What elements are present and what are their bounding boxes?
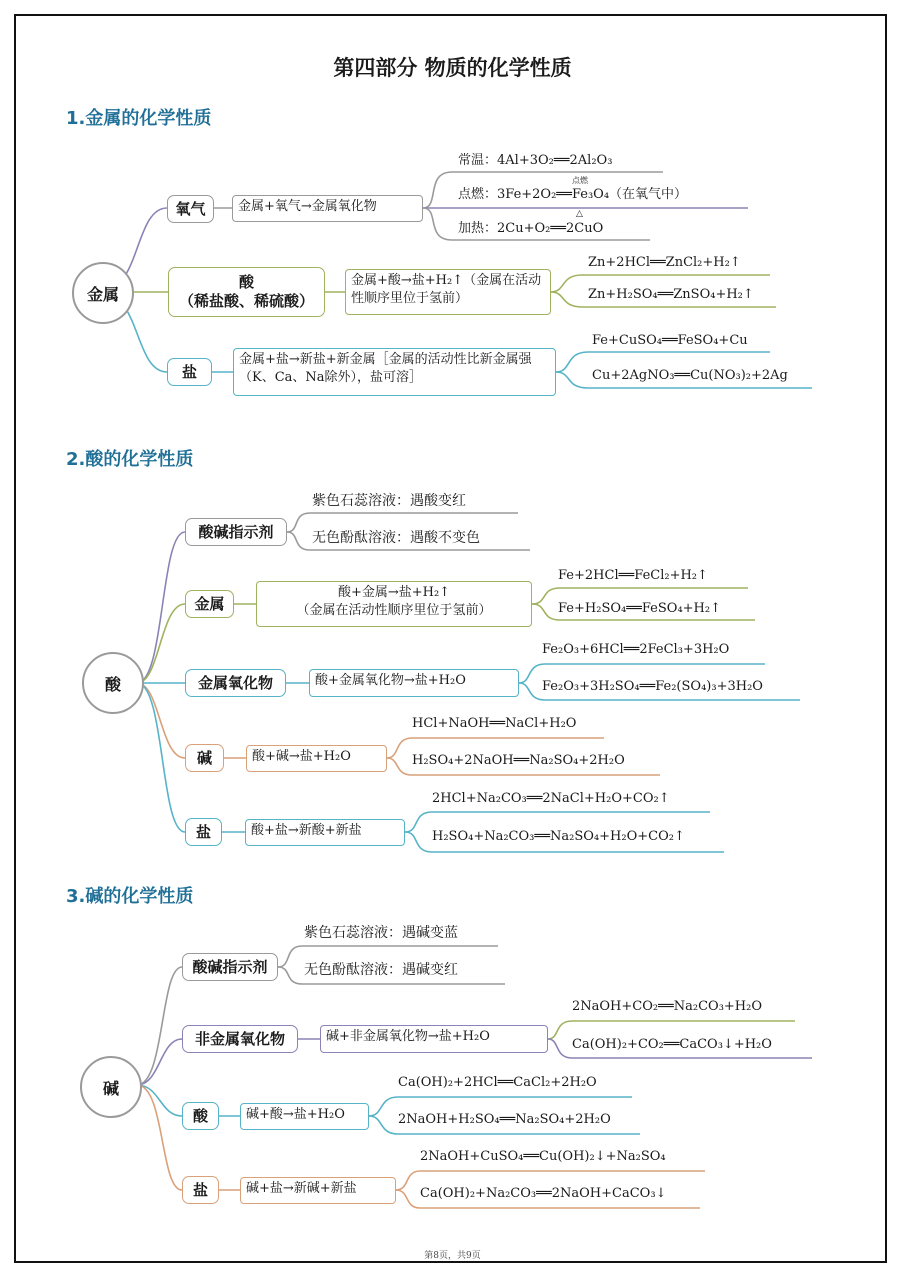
- branch-desc-nonmetal-oxide: 碱+非金属氧化物→盐+H₂O: [320, 1025, 548, 1053]
- branch-tag-oxygen: 氧气: [167, 195, 214, 223]
- branch-tag-acid: 酸 （稀盐酸、稀硫酸）: [168, 267, 325, 317]
- branch-tag-base: 碱: [185, 744, 224, 772]
- equation: 常温：4Al+3O₂══2Al₂O₃: [458, 153, 613, 168]
- connector: [137, 683, 185, 832]
- equation: 无色酚酞溶液：遇酸不变色: [312, 530, 480, 546]
- equation: 2NaOH+CuSO₄══Cu(OH)₂↓+Na₂SO₄: [420, 1149, 666, 1164]
- root-node-base: 碱: [80, 1056, 142, 1118]
- branch-desc-base: 酸+碱→盐+H₂O: [246, 745, 387, 772]
- branch-tag-salt: 盐: [185, 818, 222, 846]
- equation: Zn+H₂SO₄══ZnSO₄+H₂↑: [588, 287, 754, 302]
- branch-tag-salt: 盐: [167, 358, 212, 386]
- section-heading-acid: 2.酸的化学性质: [66, 449, 194, 470]
- branch-desc-acid: 金属+酸→盐+H₂↑（金属在活动性顺序里位于氢前）: [345, 269, 551, 315]
- branch-desc-salt: 金属+盐→新盐+新金属［金属的活动性比新金属强（K、Ca、Na除外），盐可溶］: [233, 348, 556, 396]
- equation: 无色酚酞溶液：遇碱变红: [304, 962, 458, 978]
- equation: Ca(OH)₂+CO₂══CaCO₃↓+H₂O: [572, 1037, 772, 1052]
- branch-tag-salt: 盐: [182, 1176, 219, 1204]
- branch-tag-metal: 金属: [185, 590, 234, 618]
- equation: H₂SO₄+2NaOH══Na₂SO₄+2H₂O: [412, 753, 625, 768]
- reaction-condition-note: 点燃: [572, 176, 588, 185]
- equation: Zn+2HCl══ZnCl₂+H₂↑: [588, 255, 741, 270]
- branch-tag-acid: 酸: [182, 1102, 219, 1130]
- equation: 紫色石蕊溶液：遇碱变蓝: [304, 925, 458, 941]
- branch-desc-metal: 酸+金属→盐+H₂↑ （金属在活动性顺序里位于氢前）: [256, 581, 532, 627]
- equation: Fe₂O₃+3H₂SO₄══Fe₂(SO₄)₃+3H₂O: [542, 679, 763, 694]
- equation: Fe₂O₃+6HCl══2FeCl₃+3H₂O: [542, 642, 730, 657]
- equation: Ca(OH)₂+2HCl══CaCl₂+2H₂O: [398, 1075, 597, 1090]
- equation: 加热：2Cu+O₂══2CuO: [458, 221, 604, 236]
- branch-desc-salt: 碱+盐→新碱+新盐: [240, 1177, 396, 1204]
- connector: [137, 1039, 182, 1085]
- equation: HCl+NaOH══NaCl+H₂O: [412, 716, 577, 731]
- equation: 2HCl+Na₂CO₃══2NaCl+H₂O+CO₂↑: [432, 791, 670, 806]
- root-node-metal: 金属: [72, 262, 134, 324]
- section-heading-base: 3.碱的化学性质: [66, 886, 194, 907]
- page-title: 第四部分 物质的化学性质: [333, 56, 572, 80]
- branch-tag-indicator: 酸碱指示剂: [182, 953, 278, 981]
- branch-desc-oxygen: 金属+氧气→金属氧化物: [232, 195, 423, 222]
- equation: Fe+H₂SO₄══FeSO₄+H₂↑: [558, 601, 721, 616]
- branch-desc-metal-oxide: 酸+金属氧化物→盐+H₂O: [309, 669, 519, 697]
- root-node-acid: 酸: [82, 652, 144, 714]
- branch-desc-acid: 碱+酸→盐+H₂O: [240, 1103, 369, 1130]
- equation: 点燃：3Fe+2O₂══Fe₃O₄（在氧气中）: [458, 187, 688, 202]
- connector: [137, 967, 182, 1085]
- equation: 2NaOH+CO₂══Na₂CO₃+H₂O: [572, 999, 763, 1014]
- branch-tag-metal-oxide: 金属氧化物: [185, 669, 286, 697]
- branch-desc-salt: 酸+盐→新酸+新盐: [245, 819, 405, 846]
- equation: H₂SO₄+Na₂CO₃══Na₂SO₄+H₂O+CO₂↑: [432, 829, 685, 844]
- equation: Cu+2AgNO₃══Cu(NO₃)₂+2Ag: [592, 368, 788, 383]
- heating-condition-note: △: [576, 209, 583, 219]
- branch-tag-nonmetal-oxide: 非金属氧化物: [182, 1025, 298, 1053]
- equation: Fe+2HCl══FeCl₂+H₂↑: [558, 568, 708, 583]
- equation: 紫色石蕊溶液：遇酸变红: [312, 493, 466, 509]
- connector: [137, 1085, 182, 1116]
- section-heading-metal: 1.金属的化学性质: [66, 108, 212, 129]
- branch-tag-indicator: 酸碱指示剂: [185, 518, 287, 546]
- equation: Ca(OH)₂+Na₂CO₃══2NaOH+CaCO₃↓: [420, 1186, 667, 1201]
- equation: 2NaOH+H₂SO₄══Na₂SO₄+2H₂O: [398, 1112, 611, 1127]
- page-footer: 第8页，共9页: [424, 1251, 481, 1261]
- equation: Fe+CuSO₄══FeSO₄+Cu: [592, 333, 748, 348]
